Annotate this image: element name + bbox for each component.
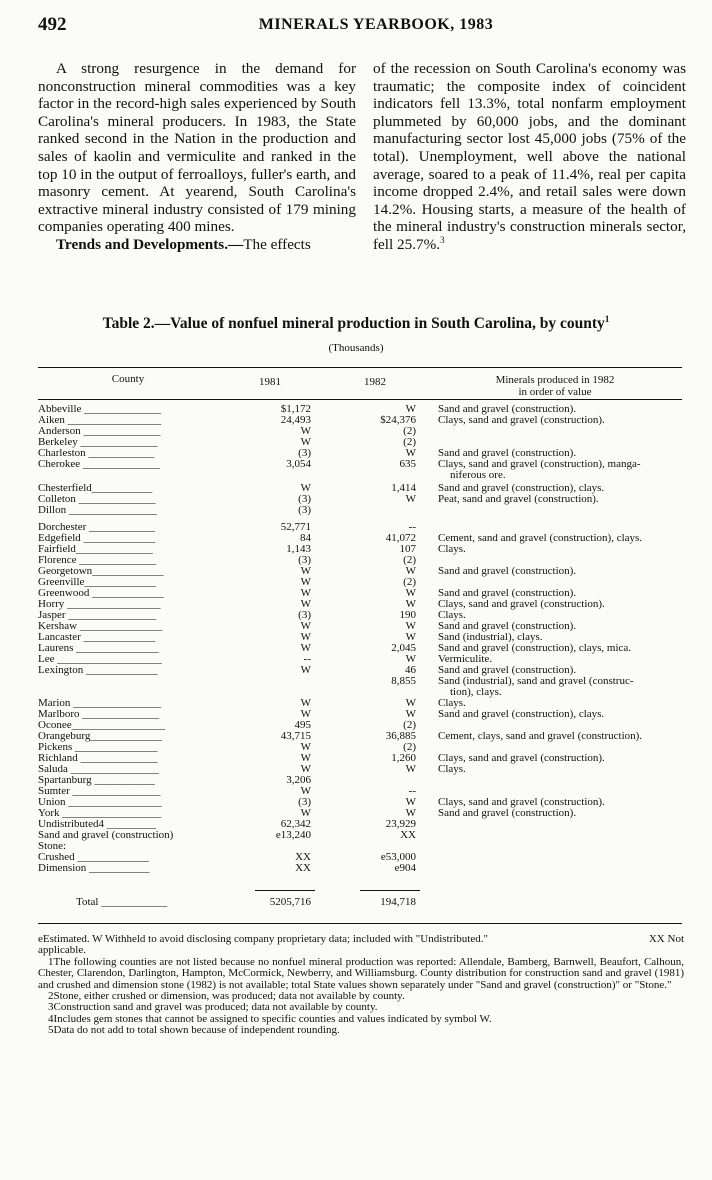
minerals-cell: Clays, sand and gravel (construction). <box>438 796 605 808</box>
value-1982-cell: 635 <box>399 458 416 470</box>
table-row <box>38 897 688 908</box>
value-1981-cell: 1,143 <box>286 543 311 555</box>
value-1981-cell: 62,342 <box>280 818 311 830</box>
table-header-rule <box>38 399 682 400</box>
county-cell: Total ____________ <box>76 896 168 908</box>
value-1981-cell: XX <box>295 851 311 863</box>
footnote-2: 2Stone, either crushed or dimension, was produced; data not available by county. <box>48 990 405 1003</box>
value-1981-cell: 43,715 <box>280 730 311 742</box>
value-1982-cell: W <box>405 653 416 665</box>
value-1982-cell: W <box>405 587 416 599</box>
value-1981-cell: $1,172 <box>280 403 311 415</box>
minerals-cell: Clays. <box>438 697 466 709</box>
running-header: MINERALS YEARBOOK, 1983 <box>258 16 494 33</box>
county-cell: Union _________________ <box>38 796 162 808</box>
table-row <box>38 458 688 481</box>
value-1982-cell: (2) <box>403 425 416 437</box>
value-1982-cell: $24,376 <box>380 414 416 426</box>
value-1981-cell: W <box>300 631 311 643</box>
value-1981-cell: (3) <box>298 554 311 566</box>
total-rule-1982 <box>360 890 420 891</box>
county-cell: Laurens _______________ <box>38 642 159 654</box>
value-1981-cell: W <box>300 587 311 599</box>
value-1982-cell: 46 <box>405 664 416 676</box>
county-cell: Fairfield______________ <box>38 543 153 555</box>
minerals-cell: Clays, sand and gravel (construction), manga- <box>438 458 641 470</box>
value-1982-cell: (2) <box>403 576 416 588</box>
value-1981-cell: 84 <box>300 532 311 544</box>
value-1981-cell: W <box>300 807 311 819</box>
minerals-cell: Sand and gravel (construction). <box>438 587 577 599</box>
value-1981-cell: 3,206 <box>286 774 311 786</box>
value-1981-cell: W <box>300 436 311 448</box>
minerals-cell: Sand and gravel (construction). <box>438 447 577 459</box>
value-1981-cell: 5205,716 <box>269 896 311 908</box>
county-cell: York __________________ <box>38 807 162 819</box>
value-1982-cell: W <box>405 493 416 505</box>
value-1981-cell: e13,240 <box>275 829 311 841</box>
value-1981-cell: -- <box>303 653 311 665</box>
county-cell: Anderson ______________ <box>38 425 161 437</box>
value-1981-cell: 52,771 <box>280 521 311 533</box>
footnote-mark: 3 <box>440 234 445 245</box>
value-1982-cell: 107 <box>399 543 416 555</box>
footnote-1: 1The following counties are not listed because no nonfuel mineral production was reported: Allendale, Bamberg, Barnwell, Beaufort, Calhoun, Chester, Clarendon, Darlington, Hampton, McCormick, Newberry, and Williamsburg. County distribution for construction sand and gravel (1981) and crushed and dimension stone (1982) is not available; total State values shown separately under "Sand and gravel (construction)" or "Stone." <box>38 955 684 991</box>
value-1982-cell: -- <box>408 785 416 797</box>
recession-paragraph: of the recession on South Carolina's economy was traumatic; the composite index of coincident indicators fell 13.3%, total nonfarm employment plummeted by 60,000 jobs, and the dominant manufacturing sector lost 45,000 jobs (75% of the total). Unemployment, well above the national average, soared to a peak of 11.4%, real per capita income dropped 2.4%, and retail sales were down 14.2%. Housing starts, a measure of the health of the mineral industry's construction minerals sector, fell 25.7%. <box>373 60 686 253</box>
county-cell: Dorchester ____________ <box>38 521 156 533</box>
page-number: 492 <box>38 14 67 35</box>
value-1981-cell: W <box>300 576 311 588</box>
footnote-4: 4Includes gem stones that cannot be assigned to specific counties and values indicated by symbol W. <box>48 1012 492 1025</box>
value-1981-cell: 24,493 <box>280 414 311 426</box>
county-cell: Marion ________________ <box>38 697 162 709</box>
county-cell: Oconee_________________ <box>38 719 166 731</box>
minerals-cell: Peat, sand and gravel (construction). <box>438 493 599 505</box>
intro-paragraph: A strong resurgence in the demand for nonconstruction mineral commodities was a key factor in the record-high sales experienced by South Carolina's mineral producers. In 1983, the State ranked second in the Nation in the production and sales of kaolin and vermiculite and ranked in the top 10 in the output of ferroalloys, fuller's earth, and masonry cement. At yearend, South Carolina's extractive mineral industry consisted of 179 mining companies operating 400 mines. <box>38 60 356 236</box>
value-1981-cell: W <box>300 425 311 437</box>
value-1982-cell: e53,000 <box>380 851 416 863</box>
header-1981: 1981 <box>259 376 281 388</box>
minerals-cell: Sand and gravel (construction). <box>438 403 577 415</box>
value-1981-cell: W <box>300 565 311 577</box>
minerals-cell: Cement, clays, sand and gravel (construction). <box>438 730 643 742</box>
value-1982-cell: 190 <box>399 609 416 621</box>
value-1982-cell: XX <box>400 829 416 841</box>
value-1981-cell: W <box>300 664 311 676</box>
minerals-cell: Sand and gravel (construction). <box>438 664 577 676</box>
minerals-cell: Clays, sand and gravel (construction). <box>438 598 605 610</box>
value-1981-cell: 3,054 <box>286 458 311 470</box>
minerals-cell: Sand (industrial), clays. <box>438 631 543 643</box>
value-1982-cell: 1,414 <box>391 482 416 494</box>
value-1982-cell: W <box>405 697 416 709</box>
table-top-rule <box>38 367 682 368</box>
minerals-cell: Cement, sand and gravel (construction), clays. <box>438 532 643 544</box>
header-county: County <box>111 373 145 385</box>
value-1981-cell: (3) <box>298 796 311 808</box>
minerals-cont-cell: tion), clays. <box>450 686 502 698</box>
value-1982-cell: W <box>405 796 416 808</box>
county-cell: Crushed _____________ <box>38 851 149 863</box>
county-cell: Orangeburg_____________ <box>38 730 162 742</box>
value-1982-cell: (2) <box>403 436 416 448</box>
value-1982-cell: 36,885 <box>385 730 416 742</box>
county-cell: Aiken _________________ <box>38 414 162 426</box>
county-cell: Saluda ________________ <box>38 763 159 775</box>
county-cell: Horry _________________ <box>38 598 161 610</box>
county-cell: Abbeville ______________ <box>38 403 162 415</box>
county-cell: Greenville_____________ <box>38 576 156 588</box>
value-1981-cell: (3) <box>298 493 311 505</box>
value-1982-cell: (2) <box>403 554 416 566</box>
value-1982-cell: W <box>405 631 416 643</box>
minerals-cell: Vermiculite. <box>438 653 493 665</box>
county-cell: Charleston ____________ <box>38 447 155 459</box>
minerals-cell: Sand and gravel (construction). <box>438 565 577 577</box>
left-column <box>38 60 356 254</box>
county-cell: Colleton ______________ <box>38 493 156 505</box>
minerals-cell: Clays. <box>438 763 466 775</box>
minerals-cell: Clays. <box>438 543 466 555</box>
minerals-cell: Sand and gravel (construction). <box>438 807 577 819</box>
footnote-5: 5Data do not add to total shown because of independent rounding. <box>48 1024 340 1037</box>
county-cell: Sumter ________________ <box>38 785 161 797</box>
value-1981-cell: (3) <box>298 504 311 516</box>
value-1981-cell: 495 <box>294 719 311 731</box>
value-1982-cell: 194,718 <box>380 896 416 908</box>
county-cell: Berkeley ______________ <box>38 436 158 448</box>
table-title: Table 2.—Value of nonfuel mineral production in South Carolina, by county$^1$ <box>102 313 610 332</box>
minerals-cell: Clays, sand and gravel (construction). <box>438 414 605 426</box>
county-cell: Undistributed4 _________ <box>38 818 157 830</box>
county-cell: Florence ______________ <box>38 554 157 566</box>
minerals-cell: Clays. <box>438 609 466 621</box>
header-1982: 1982 <box>364 376 386 388</box>
county-cell: Dillon ________________ <box>38 504 157 516</box>
value-1981-cell: W <box>300 741 311 753</box>
county-cell: Lee ___________________ <box>38 653 162 665</box>
county-cell: Sand and gravel (construction) <box>38 829 174 841</box>
value-1982-cell: W <box>405 403 416 415</box>
value-1982-cell: -- <box>408 521 416 533</box>
header-minerals: Minerals produced in 1982 in order of value <box>495 374 615 398</box>
minerals-cell: Sand and gravel (construction), clays. <box>438 708 605 720</box>
value-1981-cell: W <box>300 785 311 797</box>
county-cell: Stone: <box>38 840 67 852</box>
county-cell: Richland ______________ <box>38 752 158 764</box>
value-1981-cell: W <box>300 708 311 720</box>
value-1981-cell: W <box>300 752 311 764</box>
trends-heading: Trends and Developments.— <box>56 235 244 253</box>
value-1982-cell: W <box>405 807 416 819</box>
minerals-cell: Sand and gravel (construction), clays. <box>438 482 605 494</box>
right-column <box>373 60 686 254</box>
county-cell: Lexington _____________ <box>38 664 158 676</box>
value-1981-cell: (3) <box>298 609 311 621</box>
value-1982-cell: W <box>405 763 416 775</box>
legend-estimated: eEstimated. W Withheld to avoid disclosing company proprietary data; included with "Undistributed." <box>38 933 488 945</box>
minerals-cell: Sand and gravel (construction), clays, mica. <box>438 642 632 654</box>
county-cell: Kershaw _______________ <box>38 620 163 632</box>
total-rule-1981 <box>255 890 315 891</box>
value-1981-cell: W <box>300 598 311 610</box>
county-cell: Chesterfield___________ <box>38 482 153 494</box>
table-row <box>38 505 688 516</box>
footnotes: eEstimated. W Withheld to avoid disclosing company proprietary data; included with "Undistributed." XX Not applicable. 1The following counties are not listed because no nonfuel mineral production was reported: Allendale, Bamberg, Barnwell, Beaufort, Calhoun, Chester, Clarendon, Darlington, Hampton, McCormick, Newberry, and Williamsburg. County distribution for construction sand and gravel (1981) and crushed and dimension stone (1982) is not available; total State values shown separately under "Sand and gravel (construction)" or "Stone." 2Stone, either crushed or dimension, was produced; data not available by county. 3Construction sand and gravel was produced; data not available by county. 4Includes gem stones that cannot be assigned to specific counties and values indicated by symbol W. 5Data do not add to total shown because of independent rounding. <box>38 933 684 1037</box>
trends-text: The effects <box>243 235 311 253</box>
value-1981-cell: W <box>300 642 311 654</box>
value-1982-cell: W <box>405 620 416 632</box>
county-cell: Jasper ________________ <box>38 609 157 621</box>
county-cell: Edgefield _____________ <box>38 532 156 544</box>
value-1982-cell: (2) <box>403 719 416 731</box>
minerals-cont-cell: niferous ore. <box>450 469 506 481</box>
table-row <box>38 675 688 698</box>
value-1982-cell: W <box>405 708 416 720</box>
county-cell: Pickens _______________ <box>38 741 158 753</box>
county-cell: Spartanburg ___________ <box>38 774 155 786</box>
county-cell: Marlboro ______________ <box>38 708 160 720</box>
value-1982-cell: 23,929 <box>385 818 416 830</box>
value-1982-cell: W <box>405 447 416 459</box>
table-subtitle: (Thousands) <box>328 342 384 354</box>
value-1981-cell: (3) <box>298 447 311 459</box>
county-cell: Cherokee ______________ <box>38 458 160 470</box>
minerals-cell: Clays, sand and gravel (construction). <box>438 752 605 764</box>
value-1982-cell: W <box>405 598 416 610</box>
table-bottom-rule <box>38 923 682 924</box>
legend-not-applicable: XX Not <box>648 933 684 945</box>
value-1981-cell: W <box>300 620 311 632</box>
value-1982-cell: 41,072 <box>385 532 416 544</box>
value-1982-cell: W <box>405 565 416 577</box>
table-row <box>38 830 688 841</box>
county-cell: Greenwood _____________ <box>38 587 164 599</box>
county-cell: Lancaster _____________ <box>38 631 155 643</box>
value-1982-cell: e904 <box>394 862 416 874</box>
value-1982-cell: 2,045 <box>391 642 416 654</box>
value-1981-cell: XX <box>295 862 311 874</box>
value-1981-cell: W <box>300 697 311 709</box>
value-1981-cell: W <box>300 763 311 775</box>
minerals-cell: Sand (industrial), sand and gravel (construc- <box>438 675 634 687</box>
value-1982-cell: (2) <box>403 741 416 753</box>
value-1981-cell: W <box>300 482 311 494</box>
footnote-3: 3Construction sand and gravel was produced; data not available by county. <box>48 1001 378 1014</box>
value-1982-cell: 8,855 <box>391 675 416 687</box>
county-cell: Dimension ___________ <box>38 862 150 874</box>
value-1982-cell: 1,260 <box>391 752 416 764</box>
table-row <box>38 863 688 874</box>
county-cell: Georgetown_____________ <box>38 565 164 577</box>
minerals-cell: Sand and gravel (construction). <box>438 620 577 632</box>
